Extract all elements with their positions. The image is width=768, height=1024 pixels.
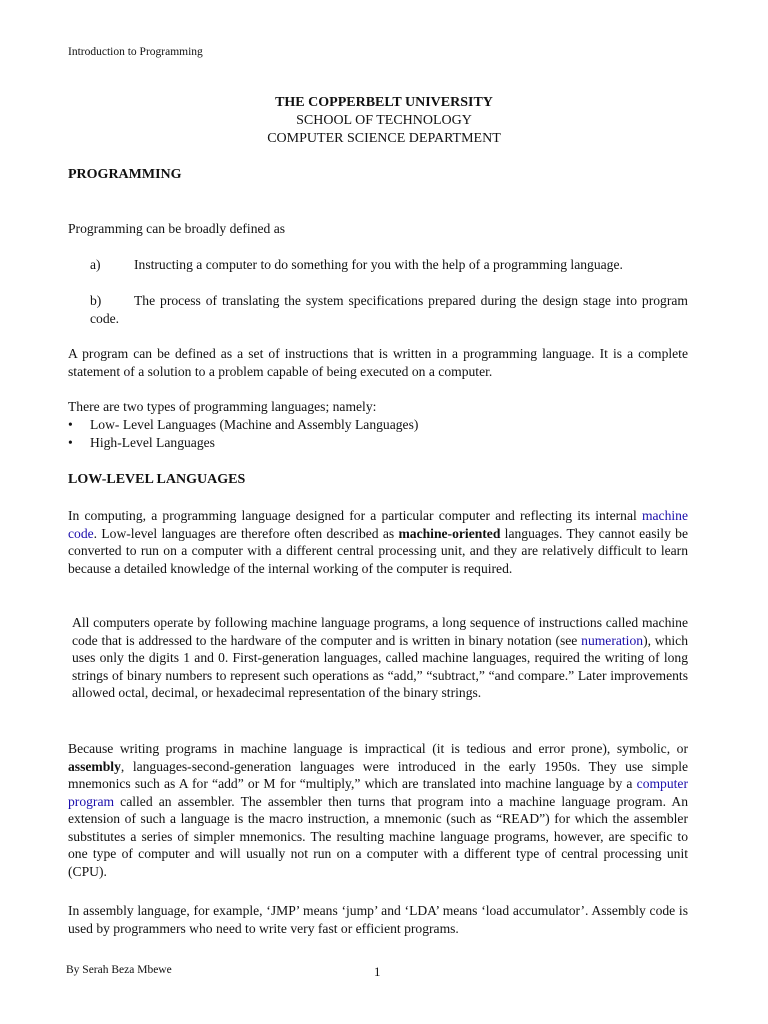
machine-code-link[interactable]: machine code xyxy=(68,508,688,541)
bullet-icon: • xyxy=(68,417,73,432)
text-run: , languages-second-generation languages were introduced in the early 1950s. They use simple mnemonics such as A for “add” or M for “multiply,” which are translated into machine language by a xyxy=(68,758,688,791)
bold-term: assembly xyxy=(68,758,121,774)
running-header: Introduction to Programming xyxy=(68,46,203,58)
list-item xyxy=(68,434,418,452)
text-run: All computers operate by following machine language programs, a long sequence of instructions called machine code that is addressed to the hardware of the computer and is written in binary notation (see xyxy=(72,615,688,648)
bold-term: machine-oriented xyxy=(398,525,501,541)
bullet-icon: • xyxy=(68,435,73,450)
definition-paragraph: A program can be defined as a set of instructions that is written in a programming language. It is a complete statement of a solution to a problem capable of being executed on a computer. xyxy=(68,346,688,379)
list-item xyxy=(90,292,688,327)
computer-program-link[interactable]: computer program xyxy=(68,776,688,809)
types-list xyxy=(68,416,418,452)
paragraph-machine-language xyxy=(72,614,688,702)
school-name: SCHOOL OF TECHNOLOGY xyxy=(296,113,472,128)
text-run: ), which uses only the digits 1 and 0. First-generation languages, called machine languages, required the writing of long strings of binary numbers to represent such operations as “add,” “subtract,” “and compare.” Later improvements allowed octal, decimal, or hexadecimal representation of the binary strings. xyxy=(72,632,689,700)
text-run: . Low-level languages are therefore often described as xyxy=(93,525,399,541)
item-text: Instructing a computer to do something for you with the help of a programming language. xyxy=(134,257,623,272)
section-heading-programming: PROGRAMMING xyxy=(68,167,182,182)
types-intro: There are two types of programming languages; namely: xyxy=(68,399,377,414)
paragraph-assembly xyxy=(68,740,688,880)
text-run: Because writing programs in machine language is impractical (it is tedious and error prone), symbolic, or xyxy=(68,741,688,756)
list-item xyxy=(68,416,418,434)
title-block xyxy=(0,94,768,148)
paragraph-low-level-definition xyxy=(68,507,688,577)
bullet-text: Low- Level Languages (Machine and Assembly Languages) xyxy=(90,417,419,432)
item-label: b) xyxy=(90,293,102,308)
university-name: THE COPPERBELT UNIVERSITY xyxy=(275,95,493,110)
list-item xyxy=(90,256,688,274)
text-run: called an assembler. The assembler then turns that program into a machine language program. An extension of such a language is the macro instruction, a mnemonic (such as “READ”) for which the assembler substitutes a series of simpler mnemonics. The resulting machine language programs, however, are specific to one type of computer and will usually not run on a computer with a different type of central processing unit (CPU). xyxy=(68,793,688,879)
page-number: 1 xyxy=(374,964,381,979)
footer-author: By Serah Beza Mbewe xyxy=(66,964,172,976)
text-run: In computing, a programming language designed for a particular computer and reflecting its internal xyxy=(68,508,642,523)
text-run: languages. They cannot easily be converted to run on a computer with a different central processing unit, and they are relatively difficult to learn because a detailed knowledge of the internal working of the computer is required. xyxy=(68,525,688,576)
section-heading-low-level: LOW-LEVEL LANGUAGES xyxy=(68,472,246,487)
item-label: a) xyxy=(90,257,101,272)
numeration-link[interactable]: numeration xyxy=(581,632,644,648)
bullet-text: High-Level Languages xyxy=(90,435,215,450)
paragraph-assembly-example: In assembly language, for example, ‘JMP’ means ‘jump’ and ‘LDA’ means ‘load accumulator’. Assembly code is used by programmers who need to write very fast or efficient programs. xyxy=(68,903,688,936)
department-name: COMPUTER SCIENCE DEPARTMENT xyxy=(267,131,501,146)
intro-paragraph: Programming can be broadly defined as xyxy=(68,221,286,236)
item-text: The process of translating the system specifications prepared during the design stage into program code. xyxy=(90,293,688,326)
